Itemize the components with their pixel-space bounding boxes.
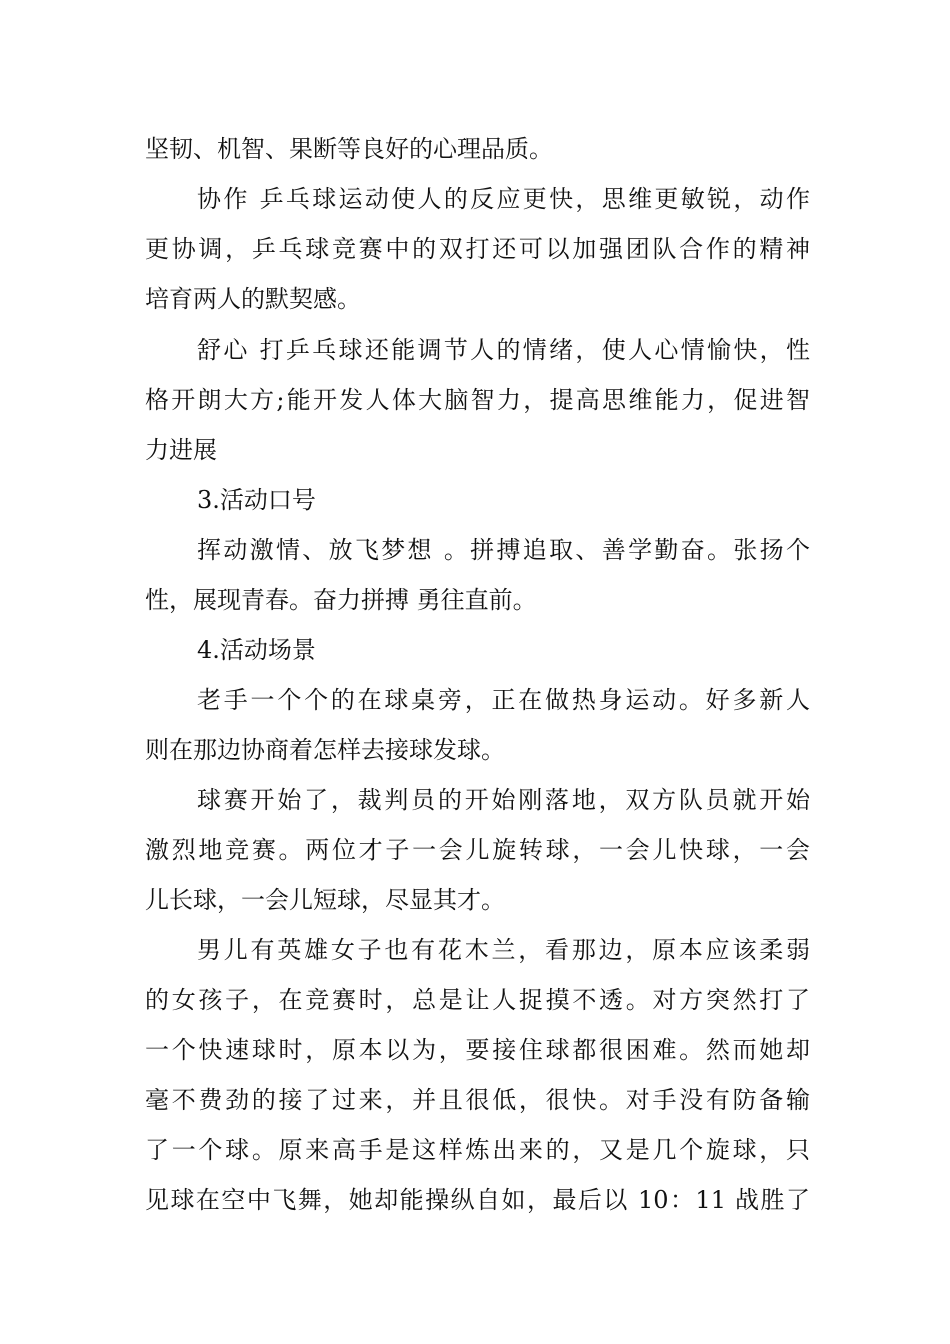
text-line: 挥动激情、放飞梦想 。拼搏追取、善学勤奋。张扬个 (197, 536, 810, 564)
text-line: 舒心 打乒乓球还能调节人的情绪，使人心情愉快，性 (197, 336, 810, 364)
text-line: 激烈地竞赛。两位才子一会儿旋转球，一会儿快球，一会 (145, 836, 810, 864)
section-heading: 4.活动场景 (197, 636, 316, 664)
text-line: 坚韧、机智、果断等良好的心理品质。 (145, 135, 553, 163)
text-line: 则在那边协商着怎样去接球发球。 (145, 736, 505, 764)
text-line: 球赛开始了，裁判员的开始刚落地，双方队员就开始 (197, 786, 810, 814)
text-line: 老手一个个的在球桌旁，正在做热身运动。好多新人 (197, 686, 810, 714)
text-line: 一个快速球时，原本以为，要接住球都很困难。然而她却 (145, 1036, 810, 1064)
text-line: 格开朗大方;能开发人体大脑智力，提高思维能力，促进智 (145, 386, 810, 414)
text-line: 协作 乒乓球运动使人的反应更快，思维更敏锐，动作 (197, 185, 810, 213)
text-line: 培育两人的默契感。 (145, 285, 361, 313)
section-heading: 3.活动口号 (197, 486, 316, 514)
text-line: 了一个球。原来高手是这样炼出来的，又是几个旋球，只 (145, 1136, 810, 1164)
text-line: 儿长球，一会儿短球，尽显其才。 (145, 886, 505, 914)
text-line: 更协调，乒乓球竞赛中的双打还可以加强团队合作的精神 (145, 235, 810, 263)
text-line: 男儿有英雄女子也有花木兰，看那边，原本应该柔弱 (197, 936, 810, 964)
text-line: 见球在空中飞舞，她却能操纵自如，最后以 10：11 战胜了 (145, 1186, 810, 1214)
text-line: 的女孩子，在竞赛时，总是让人捉摸不透。对方突然打了 (145, 986, 810, 1014)
text-line: 毫不费劲的接了过来，并且很低，很快。对手没有防备输 (145, 1086, 810, 1114)
text-line: 性，展现青春。奋力拼搏 勇往直前。 (145, 586, 537, 614)
text-line: 力进展 (145, 436, 217, 464)
